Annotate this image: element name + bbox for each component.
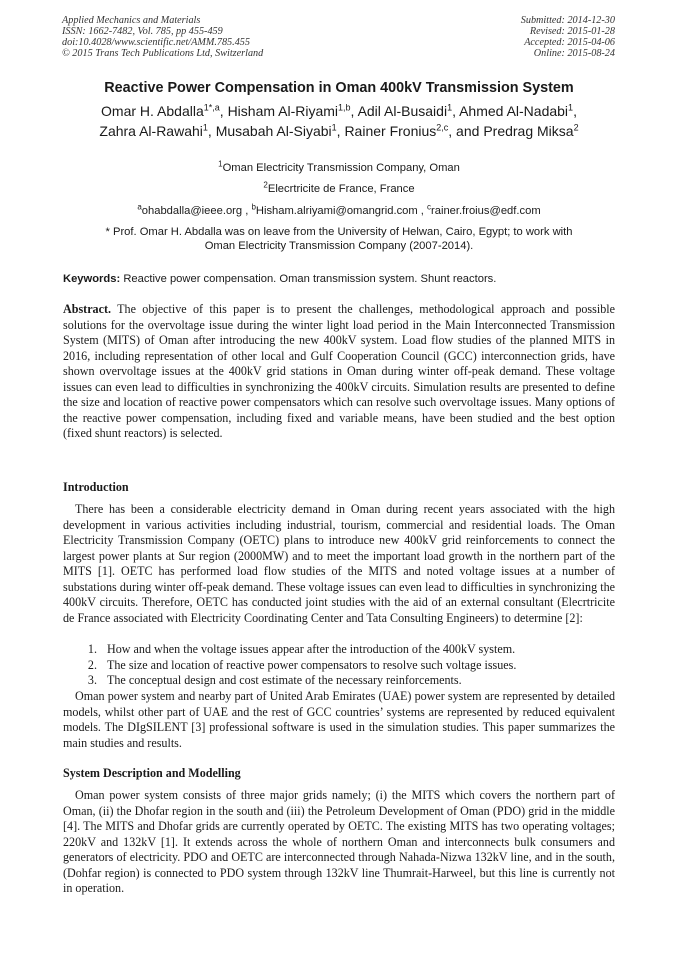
- date-online: Online: 2015-08-24: [533, 48, 615, 59]
- email-link[interactable]: ohabdalla@ieee.org ,: [141, 205, 249, 217]
- date-revised: Revised: 2015-01-28: [529, 26, 615, 37]
- journal-name: Applied Mechanics and Materials: [62, 15, 201, 26]
- affiliation-1: $^1$Oman Electricity Transmission Company, Oman: [218, 159, 460, 174]
- author-emails: $^a$ohabdalla@ieee.org , $^b$Hisham.alriyami@omangrid.com , $^c$rainer.froius@edf.com: [137, 202, 541, 217]
- author-name: Zahra Al-Rawahi: [99, 123, 203, 139]
- journal-issn: ISSN: 1662-7482, Vol. 785, pp 455-459: [62, 26, 223, 37]
- email-link[interactable]: rainer.froius@edf.com: [431, 205, 541, 217]
- abstract-text: The objective of this paper is to present the challenges, methodological approach and possible solutions for the overvoltage issue during the winter light load period in the Main Interconnected Transmission System (MITS) of Oman after introducing the new 400kV system. Load flow studies of the planned MITS in 2016, including representation of other local and Gulf Cooperation Council (GCC) interconnection grids, have shown overvoltage issues at the 400kV grid stations in Oman during winter off-peak demand. These voltage issues can even lead to difficulties in synchronizing the 400kV circuits. Simulation results are presented to define the size and location of reactive power compensators which can resolve such overvoltage issues. Many options of the reactive power compensation, including fixed and variable means, have been studied and the best option (fixed shunt reactors) is selected.: [63, 302, 615, 440]
- author-affiliation-mark: 1: [202, 122, 208, 133]
- section-heading-introduction: Introduction: [63, 480, 129, 494]
- abstract: [63, 302, 615, 442]
- abstract-label: Abstract.: [63, 302, 112, 316]
- publication-dates: [521, 15, 615, 59]
- journal-header: [62, 15, 263, 59]
- author-name: Adil Al-Busaidi: [357, 103, 448, 119]
- affiliation-2: $^2$Elecrtricite de France, France: [263, 180, 415, 195]
- author-name: Rainer Fronius: [344, 123, 437, 139]
- author-name: Omar H. Abdalla: [101, 103, 204, 119]
- journal-copyright: © 2015 Trans Tech Publications Ltd, Switzerland: [62, 48, 264, 59]
- paper-title: Reactive Power Compensation in Oman 400kV Transmission System: [104, 80, 574, 96]
- author-affiliation-mark: 2: [573, 122, 579, 133]
- author-affiliation-mark: 2,c: [436, 122, 449, 133]
- list-item: 3. The conceptual design and cost estimate of the necessary reinforcements.: [87, 673, 462, 687]
- author-affiliation-mark: 1: [447, 102, 453, 113]
- author-affiliation-mark: 1*,a: [203, 102, 220, 113]
- author-affiliation-mark: 1: [331, 122, 337, 133]
- objectives-list: [63, 642, 615, 689]
- section-heading-system: System Description and Modelling: [63, 766, 241, 780]
- journal-doi: doi:10.4028/www.scientific.net/AMM.785.455: [62, 37, 250, 48]
- date-submitted: Submitted: 2014-12-30: [520, 15, 615, 26]
- keywords: [63, 273, 615, 285]
- author-list: Omar H. Abdalla$^{1*,a}$, Hisham Al-Riyami$^{1,b}$, Adil Al-Busaidi$^1$, Ahmed Al-Nadabi$^1$, Zahra Al-Rawahi$^1$, Musabah Al-Siyabi$^1$, Rainer Fronius$^{2,c}$, and Predrag Miksa$^2$: [99, 102, 579, 139]
- author-name: Predrag Miksa: [483, 123, 574, 139]
- email-link[interactable]: Hisham.alriyami@omangrid.com ,: [255, 205, 424, 217]
- keywords-text: Reactive power compensation. Oman transmission system. Shunt reactors.: [123, 273, 497, 285]
- introduction-paragraph-1: There has been a considerable electricity demand in Oman during recent years associated with the high development in various activities including industrial, tourism, commercial and residential loads. The Oman Electricity Transmission Company (OETC) plans to introduce new 400kV grid reinforcements to connect the largest power plants at Sur region (2000MW) and to meet the important load growth in the northern part of the MITS [1]. OETC has performed load flow studies of the MITS and noted voltage issues at a number of substations during winter off-peak demand. These voltage issues can even lead to difficulties in synchronizing the 400kV circuits. Therefore, OETC has conducted joint studies with the aid of an external consultant (Elecrtricite de France associated with Electricity Coordinating Center and Tata Consulting Engineers) to determine [2]:: [63, 502, 615, 625]
- date-accepted: Accepted: 2015-04-06: [524, 37, 615, 48]
- system-paragraph-1: Oman power system consists of three major grids namely; (i) the MITS which covers the northern part of Oman, (ii) the Dhofar region in the south and (iii) the Petroleum Development of Oman (PDO) grid in the middle [4]. The MITS and Dhofar grids are currently operated by OETC. The existing MITS has two operating voltages; 220kV and 132kV [1]. It extends across the whole of northern Oman and interconnects bulk consumers and generators of electricity. PDO and OETC are interconnected through Nahada-Nizwa 132kV line, and in the south, (Dohfar region) is connected to PDO system through 132kV line Thumrait-Harweel, but this line is currently not in operation.: [63, 788, 615, 895]
- keywords-label: Keywords:: [63, 273, 121, 285]
- author-name: Musabah Al-Siyabi: [215, 123, 332, 139]
- author-affiliation-mark: 1,b: [338, 102, 351, 113]
- author-note: * Prof. Omar H. Abdalla was on leave from the University of Helwan, Cairo, Egypt; to work with Oman Electricity Transmission Company (2007-2014).: [105, 226, 573, 252]
- list-item: 2. The size and location of reactive power compensators to resolve such voltage issues.: [87, 657, 517, 672]
- list-item: 1. How and when the voltage issues appear after the introduction of the 400kV system.: [87, 642, 516, 656]
- author-name: Hisham Al-Riyami: [227, 103, 339, 119]
- introduction-paragraph-2: Oman power system and nearby part of United Arab Emirates (UAE) power system are represented by detailed models, whilst other part of UAE and the rest of GCC countries’ systems are represented by reduced equivalent models. The DIgSILENT [3] professional software is used in the simulation studies. This paper summarizes the main studies and results.: [63, 689, 615, 750]
- author-affiliation-mark: 1: [568, 102, 574, 113]
- author-name: Ahmed Al-Nadabi: [459, 103, 569, 119]
